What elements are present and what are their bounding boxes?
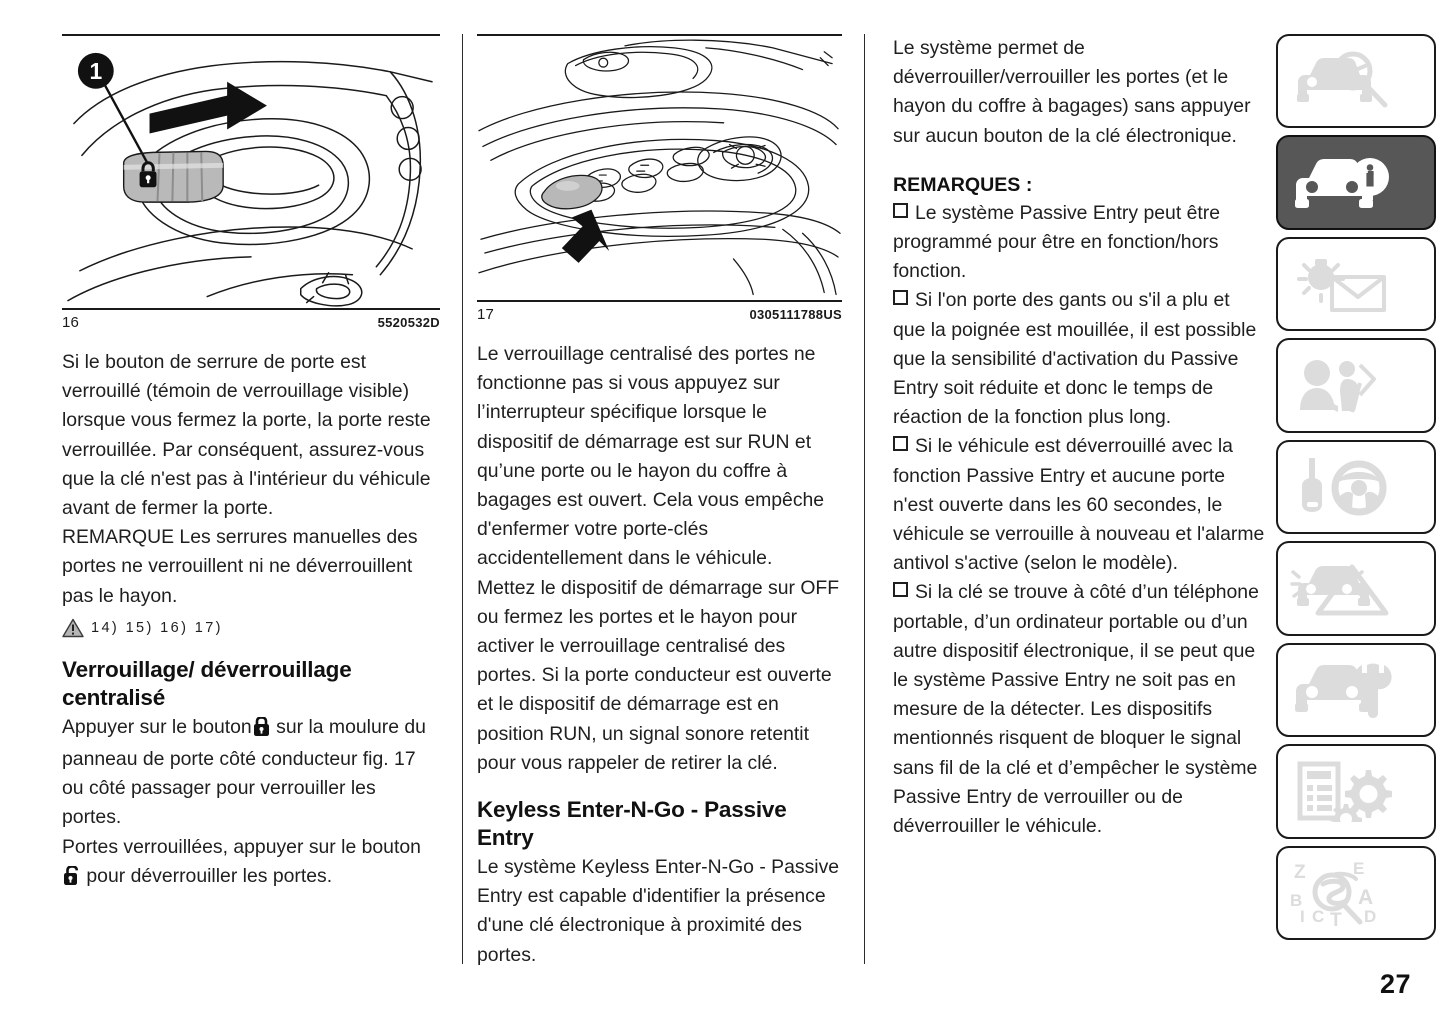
column3-paragraph-1: Le système permet de déverrouiller/verrouiller les portes (et le hayon du coffre à bagages) sans appuyer sur aucun bouton de la clé électronique. — [893, 37, 1251, 147]
warning-references — [62, 618, 440, 638]
seatbelt-safety-icon — [1290, 355, 1394, 417]
tab-dashboard-warning-lights[interactable] — [1276, 237, 1436, 331]
remark-bullet-1 — [893, 199, 1267, 287]
remark-text: Si la clé se trouve à côté d’un téléphone portable, d’un ordinateur portable ou d’un autre dispositif électronique, il se peut que le système Passive Entry ne soit pas en mesure de la détecter. Les dispositifs mentionnés risquent de bloquer le signal sans fil de la clé et d’empêcher le système Passive Entry de verrouiller ou de déverrouiller le véhicule. — [893, 581, 1259, 838]
page-columns — [62, 34, 1267, 964]
column2-paragraph-3: Le système Keyless Enter-N-Go - Passive Entry est capable d'identifier la présence d'une clé électronique à proximité des portes. — [477, 856, 840, 966]
tab-seatbelt-safety[interactable] — [1276, 338, 1436, 432]
column1-paragraph-1: Si le bouton de serrure de porte est verrouillé (témoin de verrouillage visible) lorsque vous fermez la porte, la porte reste verrouillée. Par conséquent, assurez-vous que la clé n'est pas à l'intérieur du véhicule avant de fermer la porte. — [62, 351, 431, 520]
svg-text:Z: Z — [1294, 861, 1306, 883]
svg-text:E: E — [1353, 859, 1365, 878]
figure-17-caption — [477, 302, 842, 323]
car-info-icon — [1290, 152, 1394, 214]
dashboard-warning-lights-icon — [1290, 253, 1394, 315]
tab-emergency-hazard[interactable] — [1276, 541, 1436, 635]
column2-paragraph-1: Le verrouillage centralisé des portes ne fonctionne pas si vous appuyez sur l’interrupteur spécifique lorsque le dispositif de démarrage est sur RUN et qu’une porte ou le hayon du coffre à bagages est ouvert. Cela vous empêche d'enfermer votre porte-clés accidentellement dans le véhicule. — [477, 343, 825, 570]
tab-car-maintenance[interactable] — [1276, 643, 1436, 737]
svg-text:D: D — [1364, 906, 1377, 926]
car-maintenance-icon — [1290, 659, 1394, 721]
car-inspection-icon — [1290, 50, 1394, 112]
column1-paragraph-4-pre: Portes verrouillées, appuyer sur le bouton — [62, 835, 421, 858]
figure-callout-1: 1 — [89, 57, 103, 84]
reference-numbers: 14) 15) 16) 17) — [91, 619, 223, 636]
bullet-square-icon — [893, 290, 908, 305]
remark-bullet-4 — [893, 578, 1267, 841]
remark-text: Si l'on porte des gants ou s'il a plu et que la poignée est mouillée, il est possible que la sensibilité d'activation du Passive Entry soit réduite et donc le temps de réaction de la fonction plus long. — [893, 289, 1257, 429]
tab-car-info[interactable] — [1276, 135, 1436, 229]
page-number: 27 — [1379, 969, 1411, 999]
central-lock-switch — [542, 175, 602, 208]
figure-16 — [62, 34, 440, 310]
padlock-unlocked-icon — [64, 865, 79, 894]
svg-text:B: B — [1290, 890, 1303, 910]
remark-bullet-2 — [893, 286, 1267, 432]
column-3 — [864, 34, 1267, 964]
figure-number: 16 — [62, 314, 80, 331]
remarks-heading: REMARQUES : — [893, 173, 1033, 196]
warning-triangle-icon — [62, 618, 84, 638]
svg-text:I: I — [1300, 906, 1305, 926]
door-lock-knob-illustration — [62, 36, 440, 307]
lock-knob — [124, 151, 223, 202]
figure-code: 0305111788US — [749, 307, 842, 322]
bullet-square-icon — [893, 436, 908, 451]
column1-paragraph-2: REMARQUE Les serrures manuelles des portes ne verrouillent ni ne déverrouillent pas le hayon. — [62, 526, 418, 607]
emergency-hazard-icon — [1290, 557, 1394, 619]
svg-text:C: C — [1312, 906, 1325, 926]
section-heading-verrouillage: Verrouillage/ déverrouillage centralisé — [62, 656, 352, 710]
bullet-square-icon — [893, 582, 908, 597]
door-panel-switch-illustration — [477, 36, 842, 296]
padlock-locked-icon — [254, 716, 269, 745]
tab-alphabetical-index[interactable] — [1276, 846, 1436, 940]
figure-17 — [477, 34, 842, 302]
remark-text: Le système Passive Entry peut être programmé pour être en fonction/hors fonction. — [893, 201, 1221, 283]
figure-number: 17 — [477, 306, 495, 323]
direction-arrow — [150, 82, 267, 134]
column1-paragraph-3-pre: Appuyer sur le bouton — [62, 715, 252, 738]
alphabetical-index-icon — [1290, 860, 1402, 926]
figure-16-caption — [62, 310, 440, 331]
bullet-square-icon — [893, 203, 908, 218]
tab-key-steering-wheel[interactable] — [1276, 440, 1436, 534]
chapter-tab-rail — [1276, 34, 1436, 940]
remark-bullet-3 — [893, 432, 1267, 578]
section-heading-keyless: Keyless Enter-N-Go - Passive Entry — [477, 797, 787, 851]
column-2 — [462, 34, 864, 964]
column-1 — [62, 34, 462, 964]
tab-specifications[interactable] — [1276, 744, 1436, 838]
svg-text:T: T — [1330, 909, 1342, 926]
tab-car-inspection[interactable] — [1276, 34, 1436, 128]
key-steering-wheel-icon — [1290, 456, 1394, 518]
column1-paragraph-3-post: sur la moulure du panneau de porte côté conducteur fig. 17 ou côté passager pour verrouiller les portes. — [62, 715, 426, 829]
remark-text: Si le véhicule est déverrouillé avec la fonction Passive Entry et aucune porte n'est ouverte dans les 60 secondes, le véhicule se verrouille à nouveau et l'alarme antivol s'active (selon le modèle). — [893, 435, 1265, 575]
specifications-gears-icon — [1290, 760, 1394, 822]
column1-paragraph-4-post: pour déverrouiller les portes. — [86, 864, 333, 887]
svg-text:A: A — [1358, 885, 1374, 909]
column2-paragraph-2: Mettez le dispositif de démarrage sur OFF ou fermez les portes et le hayon pour activer le verrouillage centralisé des portes. Si la porte conducteur est ouverte et le dispositif de démarrage est en position RUN, un signal sonore retentit pour vous rappeler de retirer la clé. — [477, 576, 840, 774]
figure-code: 5520532D — [377, 315, 440, 330]
